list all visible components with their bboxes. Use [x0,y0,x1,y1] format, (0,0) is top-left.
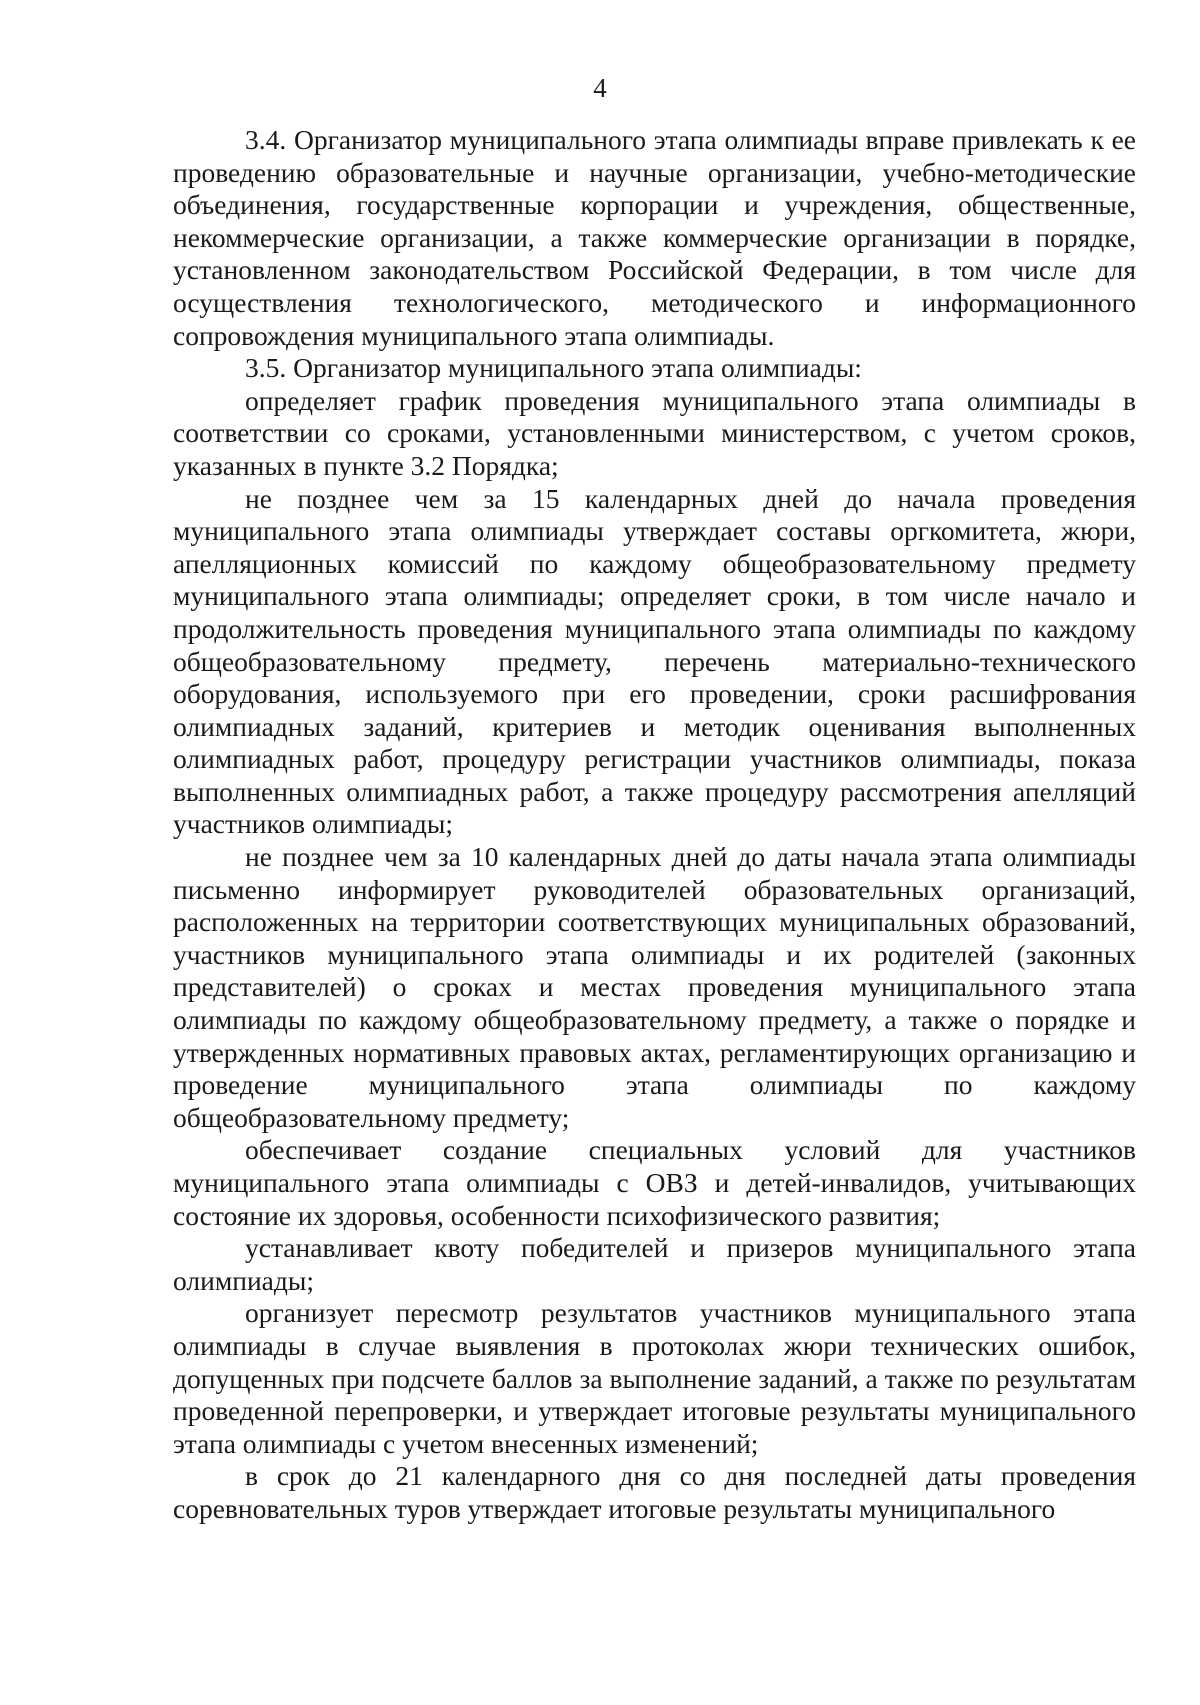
paragraph-final-results: в срок до 21 календарного дня со дня последней даты проведения соревновательных туров утверждает итоговые результаты муниципального [173,1460,1136,1524]
paragraph-special-conditions: обеспечивает создание специальных условий для участников муниципального этапа олимпиады с ОВЗ и детей-инвалидов, учитывающих состояние их здоровья, особенности психофизического развития; [173,1134,1136,1231]
page-number: 4 [593,73,607,103]
paragraph-schedule: определяет график проведения муниципального этапа олимпиады в соответствии со сроками, установленными министерством, с учетом сроков, указанных в пункте 3.2 Порядка; [173,384,1136,481]
paragraph-3-4: 3.4. Организатор муниципального этапа олимпиады вправе привлекать к ее проведению образовательные и научные организации, учебно-методические объединения, государственные корпорации и учреждения, общественные, некоммерческие организации, а также коммерческие организации в порядке, установленном законодательством Российской Федерации, в том числе для осуществления технологического, методического и информационного сопровождения муниципального этапа олимпиады. [173,124,1136,351]
paragraph-15-days: не позднее чем за 15 календарных дней до начала проведения муниципального этапа олимпиады утверждает составы оргкомитета, жюри, апелляционных комиссий по каждому общеобразовательному предмету муниципального этапа олимпиады; определяет сроки, в том числе начало и продолжительность проведения муниципального этапа олимпиады по каждому общеобразовательному предмету, перечень материально-технического оборудования, используемого при его проведении, сроки расшифрования олимпиадных заданий, критериев и методик оценивания выполненных олимпиадных работ, процедуру регистрации участников олимпиады, показа выполненных олимпиадных работ, а также процедуру рассмотрения апелляций участников олимпиады; [173,482,1136,840]
paragraph-review-results: организует пересмотр результатов участников муниципального этапа олимпиады в случае выявления в протоколах жюри технических ошибок, допущенных при подсчете баллов за выполнение заданий, а также по результатам проведенной перепроверки, и утверждает итоговые результаты муниципального этапа олимпиады с учетом внесенных изменений; [173,1297,1136,1459]
paragraph-3-5-heading: 3.5. Организатор муниципального этапа олимпиады: [245,352,862,384]
paragraph-10-days: не позднее чем за 10 календарных дней до даты начала этапа олимпиады письменно информирует руководителей образовательных организаций, расположенных на территории соответствующих муниципальных образований, участников муниципального этапа олимпиады и их родителей (законных представителей) о сроках и местах проведения муниципального этапа олимпиады по каждому общеобразовательному предмету, а также о порядке и утвержденных нормативных правовых актах, регламентирующих организацию и проведение муниципального этапа олимпиады по каждому общеобразовательному предмету; [173,841,1136,1133]
paragraph-quota: устанавливает квоту победителей и призеров муниципального этапа олимпиады; [173,1232,1136,1296]
document-body [173,124,1136,1526]
